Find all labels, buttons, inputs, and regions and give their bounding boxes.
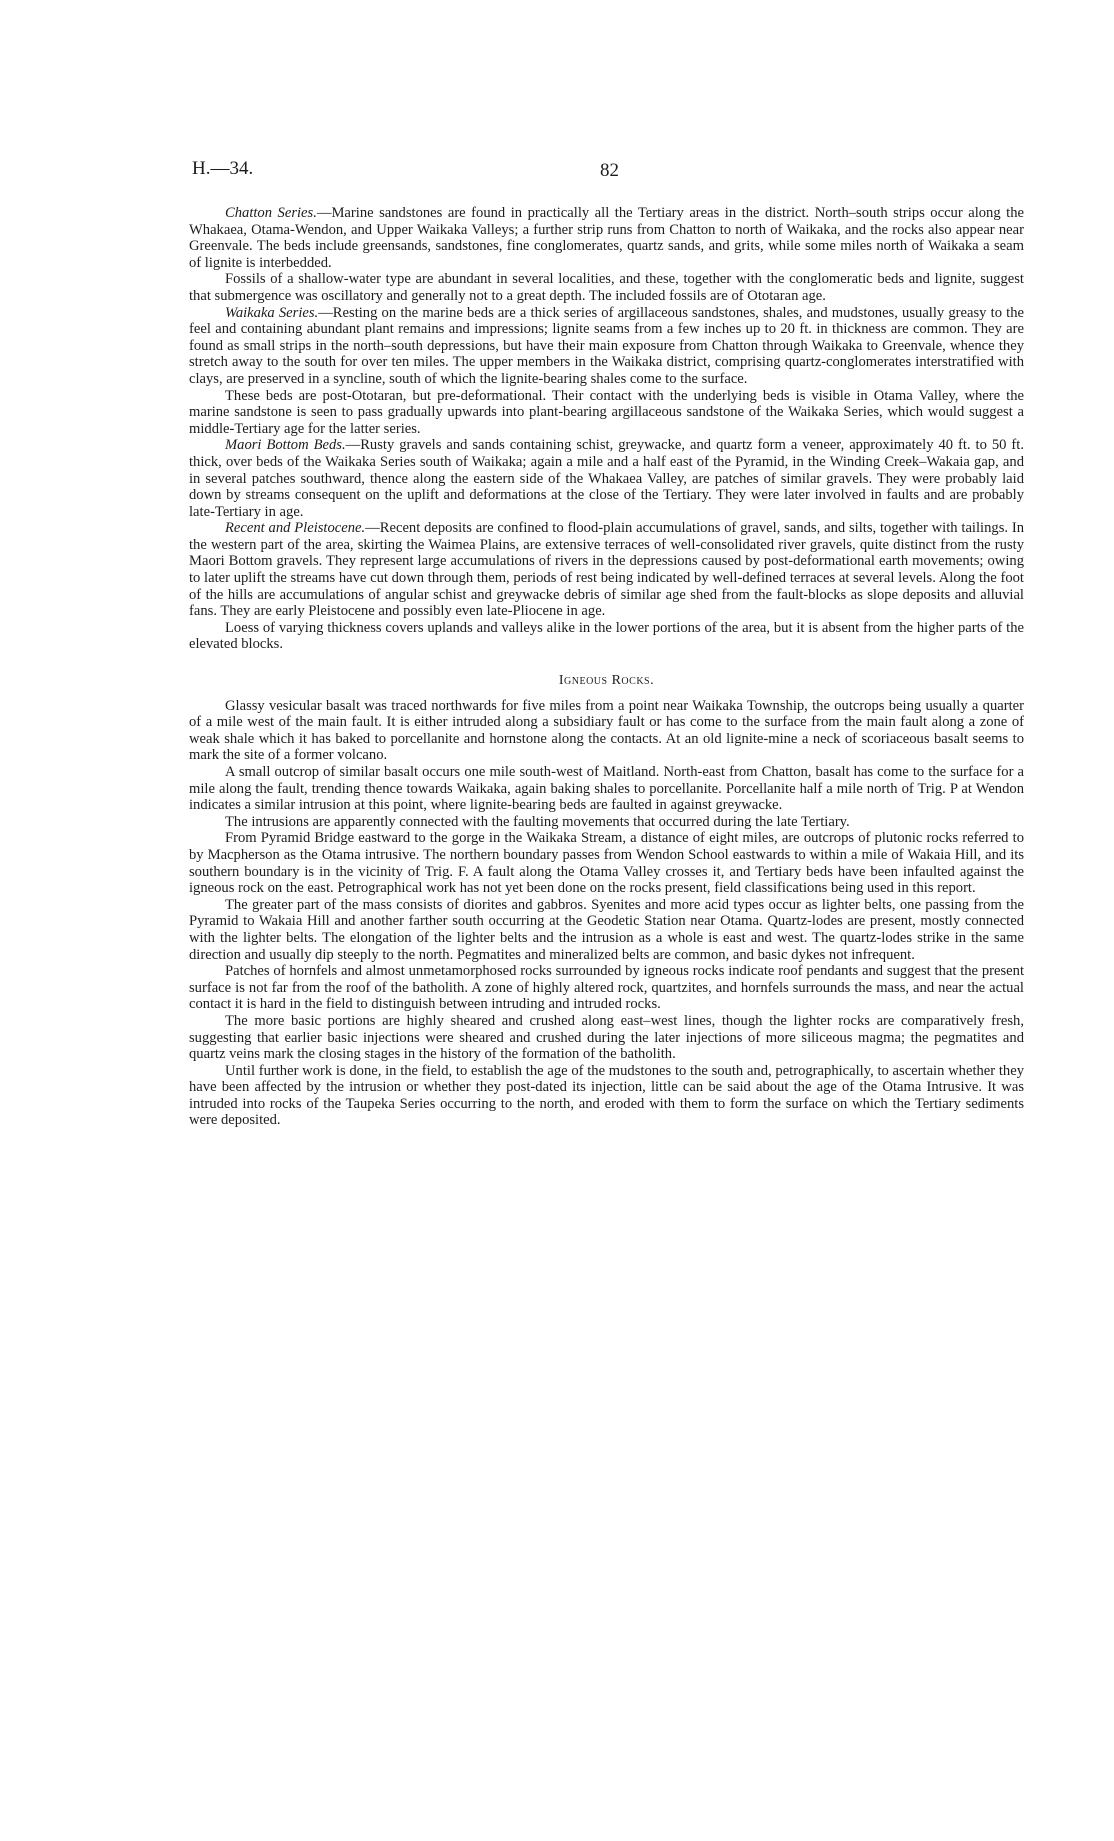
paragraph-chatton-series <box>189 205 1024 271</box>
paragraph-maitland-basalt: A small outcrop of similar basalt occurs one mile south-west of Maitland. North-east from Chatton, basalt has come to the surface for a mile along the fault, trending thence towards Waikaka, again baking shales to porcellanite. Porcellanite half a mile north of Trig. P at Wendon indicates a similar intrusion at this point, where lignite-bearing beds are faulted in against greywacke. <box>189 764 1024 814</box>
page-number: 82 <box>600 160 619 181</box>
paragraph-hornfels: Patches of hornfels and almost unmetamorphosed rocks surrounded by igneous rocks indicate roof pendants and suggest that the present surface is not far from the roof of the batholith. A zone of highly altered rock, quartzites, and hornfels surrounds the mass, and near the actual contact it is hard in the field to distinguish between intruding and intruded rocks. <box>189 963 1024 1013</box>
report-reference: H.—34. <box>192 158 254 179</box>
paragraph-waikaka-series <box>189 305 1024 388</box>
paragraph-fossils <box>189 271 1024 304</box>
paragraph-lead: Maori Bottom Beds. <box>225 437 346 454</box>
body-text <box>189 205 1024 1129</box>
paragraph-lead: Recent and Pleistocene. <box>225 520 366 537</box>
paragraph-text: —Rusty gravels and sands containing schist, greywacke, and quartz form a veneer, approximately 40 ft. to 50 ft. thick, over beds of the Waikaka Series south of Waikaka; again a mile and a half east of the Pyramid, in the Winding Creek–Wakaia gap, and in several patches southward, thence along the eastern side of the Whakaea Valley, are patches of similar gravels. They were probably laid down by streams consequent on the uplift and deformations at the close of the Tertiary. They were later involved in faults and are probably late-Tertiary in age. <box>189 437 1024 520</box>
paragraph-recent-pleistocene <box>189 520 1024 620</box>
paragraph-lead: Waikaka Series. <box>225 304 319 321</box>
paragraph-text: —Recent deposits are confined to flood-plain accumulations of gravel, sands, and silts, together with tailings. In the western part of the area, skirting the Waimea Plains, are extensive terraces of well-consolidated river gravels, quite distinct from the rusty Maori Bottom gravels. They represent large accumulations of rivers in the depressions caused by post-deformational earth movements; owing to later uplift the streams have cut down through them, periods of rest being indicated by well-defined terraces at several levels. Along the foot of the hills are accumulations of angular schist and greywacke debris of similar age shed from the fault-blocks as slope deposits and alluvial fans. They are early Pleistocene and possibly even late-Pliocene in age. <box>189 520 1025 620</box>
paragraph-lead: Chatton Series. <box>225 205 317 221</box>
paragraph-further-work: Until further work is done, in the field, to establish the age of the mudstones to the south and, petrographically, to ascertain whether they have been affected by the intrusion or whether they post-dated its injection, little can be said about the age of the Otama Intrusive. It was intruded into rocks of the Taupeka Series occurring to the north, and eroded with them to form the surface on which the Tertiary sediments were deposited. <box>189 1062 1024 1129</box>
paragraph-pyramid-bridge: From Pyramid Bridge eastward to the gorge in the Waikaka Stream, a distance of eight miles, are outcrops of plutonic rocks referred to by Macpherson as the Otama intrusive. The northern boundary passes from Wendon School eastwards to within a mile of Wakaia Hill, and its southern boundary is in the vicinity of Trig. F. A fault along the Otama Valley crosses it, and Tertiary beds have been infaulted against the igneous rock on the east. Petrographical work has not yet been done on the rocks present, field classifications being used in this report. <box>189 830 1024 897</box>
paragraph-text: These beds are post-Ototaran, but pre-deformational. Their contact with the underlying beds is visible in Otama Valley, where the marine sandstone is seen to pass gradually upwards into plant-bearing argillaceous sandstone of the Waikaka Series, which would suggest a middle-Tertiary age for the latter series. <box>189 387 1024 437</box>
paragraph-post-ototaran <box>189 388 1024 438</box>
paragraph-text: —Resting on the marine beds are a thick series of argillaceous sandstones, shales, and mudstones, usually greasy to the feel and containing abundant plant remains and impressions; lignite seams from a few inches up to 20 ft. in thickness are common. They are found as small strips in the north–south depressions, but have their main exposure from Chatton through Waikaka to Greenvale, whence they stretch away to the south for over ten miles. The upper members in the Waikaka district, comprising quartz-conglomerates interstratified with clays, are preserved in a syncline, south of which the lignite-bearing shales come to the surface. <box>189 304 1024 387</box>
page-header <box>192 158 1022 188</box>
paragraph-loess <box>189 620 1024 653</box>
paragraph-intrusions-faulting: The intrusions are apparently connected with the faulting movements that occurred during the late Tertiary. <box>225 813 850 830</box>
paragraph-basic-portions: The more basic portions are highly sheared and crushed along east–west lines, though the lighter rocks are comparatively fresh, suggesting that earlier basic injections were sheared and crushed during the later injections of more siliceous magma; the pegmatites and quartz veins mark the closing stages in the history of the formation of the batholith. <box>189 1012 1024 1063</box>
paragraph-glassy-basalt: Glassy vesicular basalt was traced northwards for five miles from a point near Waikaka Township, the outcrops being usually a quarter of a mile west of the main fault. It is either intruded along a subsidiary fault or has come to the surface from the main fault along a zone of weak shale which it has baked to porcellanite and hornstone along the contacts. At an old lignite-mine a neck of scoriaceous basalt seems to mark the site of a former volcano. <box>189 697 1024 764</box>
section-heading-igneous-rocks: Igneous Rocks. <box>558 673 655 689</box>
paragraph-text: —Marine sandstones are found in practically all the Tertiary areas in the district. North–south strips occur along the Whakaea, Otama-Wendon, and Upper Waikaka Valleys; a further strip runs from Chatton to north of Waikaka, and the rocks also appear near Greenvale. The beds include greensands, sandstones, fine conglomerates, quartz sands, and grits, while some miles north of Waikaka a seam of lignite is interbedded. <box>189 205 1024 271</box>
paragraph-maori-bottom-beds <box>189 437 1024 520</box>
paragraph-diorites-gabbros: The greater part of the mass consists of diorites and gabbros. Syenites and more acid types occur as lighter belts, one passing from the Pyramid to Wakaia Hill and another farther south occurring at the Geodetic Station near Otama. Quartz-lodes are present, mostly connected with the lighter belts. The elongation of the lighter belts and the intrusion as a whole is east and west. The quartz-lodes strike in the same direction and usually dip steeply to the north. Pegmatites and mineralized belts are common, and basic dykes not infrequent. <box>189 896 1024 963</box>
paragraph-text: Fossils of a shallow-water type are abundant in several localities, and these, together with the conglomeratic beds and lignite, suggest that submergence was oscillatory and generally not to a great depth. The included fossils are of Ototaran age. <box>189 271 1024 304</box>
paragraph-text: Loess of varying thickness covers uplands and valleys alike in the lower portions of the area, but it is absent from the higher parts of the elevated blocks. <box>189 619 1024 653</box>
